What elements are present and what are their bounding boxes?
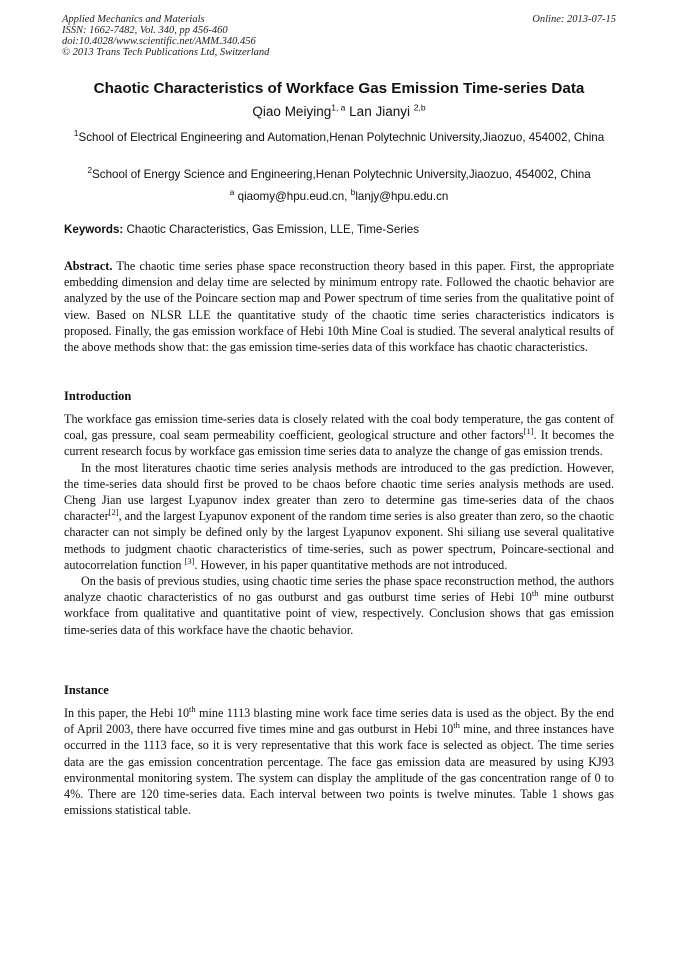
citation[interactable]: [3] [184, 555, 195, 566]
doi-line: doi:10.4028/www.scientific.net/AMM.340.456 [62, 36, 256, 47]
online-date: Online: 2013-07-15 [532, 14, 616, 25]
section-heading: Instance [64, 683, 109, 697]
author-affiliation-mark: 2,b [413, 102, 426, 113]
affiliation-1 [64, 130, 614, 145]
abstract-label: Abstract. [64, 259, 113, 273]
email-mark: b [350, 187, 356, 198]
author-affiliation-mark: 1, a [331, 102, 346, 113]
affiliation-number: 2 [87, 165, 93, 176]
abstract-text: The chaotic time series phase space reconstruction theory based in this paper. First, the appropriate embedding dimension and delay time are selected by minimum entropy rate. Followed the chaotic behavior are analyzed by the use of the Poincare section map and Power spectrum of time series from the qualitative point of view. Based on NLSR LLE the quantitative study of the chaotic time series characteristics indicators is proposed. Finally, the gas emission workface of Hebi 10th Mine Coal is studied. The several analytical results of the above methods show that: the gas emission time-series data of this workface has chaotic characteristics. [64, 259, 614, 355]
introduction-body [64, 411, 614, 638]
journal-header [62, 14, 269, 58]
author-name: Lan Jianyi [349, 104, 410, 119]
email-mark: a [229, 187, 235, 198]
paragraph: The workface gas emission time-series data is closely related with the coal body temperature, the gas content of coal, gas pressure, coal seam permeability coefficient, geological structure and other factors[1]. It becomes the current research focus by workface gas emission time series data to analyze the change of gas emission trends. [64, 412, 614, 459]
paper-title: Chaotic Characteristics of Workface Gas Emission Time-series Data [93, 80, 585, 97]
ordinal-superscript: th [189, 703, 196, 714]
affiliation-text: School of Energy Science and Engineering,Henan Polytechnic University,Jiaozuo, 454002, China [92, 168, 591, 181]
issn-line: ISSN: 1662-7482, Vol. 340, pp 456-460 [62, 25, 228, 36]
keywords-label: Keywords: [64, 223, 124, 236]
author-line [40, 104, 638, 119]
abstract [64, 258, 614, 355]
email-link[interactable]: lanjy@hpu.edu.cn [355, 190, 449, 203]
copyright-line: © 2013 Trans Tech Publications Ltd, Switzerland [62, 47, 270, 58]
keywords [64, 223, 614, 236]
keywords-text: Chaotic Characteristics, Gas Emission, LLE, Time-Series [126, 223, 420, 236]
author-name: Qiao Meiying [252, 104, 332, 119]
paragraph: In this paper, the Hebi 10th mine 1113 blasting mine work face time series data is used as the object. By the end of April 2003, there have occurred five times mine and gas outburst in Hebi 10th mine, and three instances have occurred in the 1113 face, so it is very representative that this work face is selected as object. The time series data are the gas emission concentration percentage. The face gas emission data are measured by using KJ93 environmental monitoring system. The system can display the amplitude of the gas concentration range of 0 to 4%. There are 120 time-series data. Each interval between two points is twelve minutes. Table 1 shows gas emissions statistical table. [64, 703, 614, 818]
affiliation-text: School of Electrical Engineering and Automation,Henan Polytechnic University,Jiaozuo, 454002, China [78, 131, 605, 144]
ordinal-superscript: th [531, 588, 539, 599]
email-link[interactable]: qiaomy@hpu.eud.cn [237, 190, 345, 203]
affiliation-number: 1 [73, 128, 79, 139]
paragraph: In the most literatures chaotic time series analysis methods are introduced to the gas prediction. However, the time-series data should first be proved to be chaos before chaotic time series analysis methods are used. Cheng Jian use largest Lyapunov index greater than zero to determine gas time-series data of the chaos character[2], and the largest Lyapunov exponent of the random time series is also greater than zero, so the chaotic character can not simply be defined only by the largest Lyapunov exponent. Shi siliang use several qualitative methods to judgment chaotic characteristics of time-series, such as power spectrum, Poincare-sectional and autocorrelation function [3]. However, in his paper quantitative methods are not introduced. [64, 460, 614, 572]
instance-body [64, 705, 614, 818]
ordinal-superscript: th [453, 720, 460, 731]
journal-name: Applied Mechanics and Materials [62, 14, 205, 25]
citation[interactable]: [2] [108, 507, 119, 518]
email-line: $^a$ qiaomy@hpu.eud.cn, $^b$lanjy@hpu.edu.cn [229, 187, 449, 203]
affiliation-2 [64, 167, 614, 182]
citation[interactable]: [1] [523, 426, 534, 437]
section-heading: Introduction [64, 389, 132, 403]
paragraph: On the basis of previous studies, using chaotic time series the phase space reconstruction method, the authors analyze chaotic characteristics of no gas outburst and gas outburst time series of Hebi 10th mine outburst workface from qualitative and quantitative point of view, respectively. Conclusion shows that gas emission time-series data of this workface have the chaotic behavior. [64, 574, 614, 637]
